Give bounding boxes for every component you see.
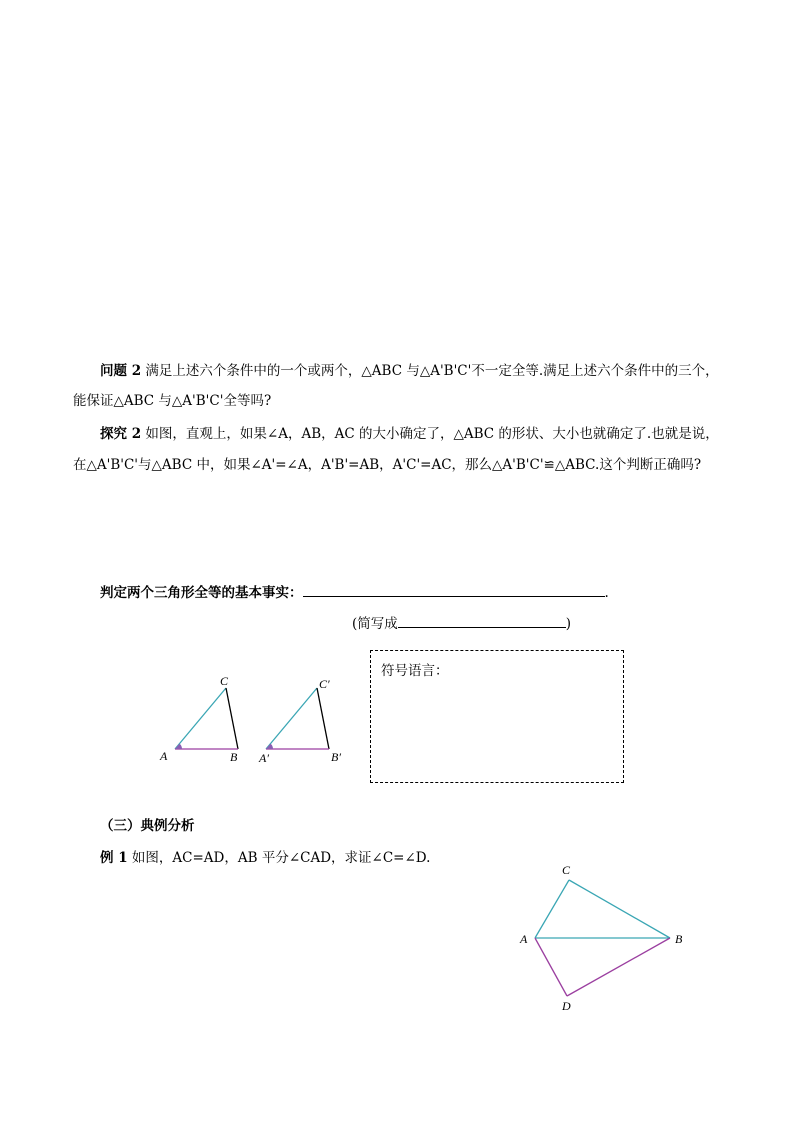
fact-label: 判定两个三角形全等的基本事实： <box>100 585 303 601</box>
explore2-line2 <box>73 453 701 473</box>
label-B2: B′ <box>331 750 341 764</box>
problem2-line2 <box>73 389 271 409</box>
label-A2: A′ <box>259 751 269 765</box>
label-A: A <box>160 749 168 763</box>
explore2-text-1: 如图，直观上，如果∠A，AB，AC 的大小确定了，△ABC 的形状、大小也就确定了.也就是说， <box>145 426 719 442</box>
problem2-text-2: 能保证△ABC 与△A'B'C'全等吗? <box>73 393 272 409</box>
example1-text: 如图，AC=AD，AB 平分∠CAD，求证∠C=∠D. <box>131 850 431 866</box>
label-B: B <box>675 932 683 946</box>
problem2-text-1: 满足上述六个条件中的一个或两个，△ABC 与△A'B'C'不一定全等.满足上述六个条件中的三个， <box>145 363 719 379</box>
segment-AD <box>535 938 567 996</box>
fact-line <box>100 581 609 601</box>
explore2-label: 探究 2 <box>100 426 142 442</box>
segment-C2B2 <box>317 688 329 749</box>
label-D: D <box>562 999 571 1013</box>
triangles-figure <box>150 670 360 770</box>
fact-short-close: ) <box>565 616 572 632</box>
segment-A2C2 <box>266 688 317 749</box>
example1-label: 例 1 <box>100 850 128 866</box>
segment-DB <box>567 938 670 996</box>
label-C2: C′ <box>319 677 330 691</box>
fact-blank[interactable] <box>303 584 605 597</box>
label-B: B <box>230 750 238 764</box>
explore2-line1 <box>100 422 719 442</box>
segment-CB <box>226 688 238 749</box>
example1-line <box>100 846 430 866</box>
fact-short-line <box>352 612 571 632</box>
symbol-language-box[interactable] <box>370 650 624 783</box>
fact-short-blank[interactable] <box>398 615 566 628</box>
explore2-text-2: 在△A'B'C'与△ABC 中，如果∠A'=∠A，A'B'=AB，A'C'=AC，那么△A'B'C'≌△ABC.这个判断正确吗? <box>73 457 702 473</box>
problem2-line1 <box>100 359 719 379</box>
segment-AC <box>535 880 569 938</box>
label-C: C <box>220 674 229 688</box>
problem2-label: 问题 2 <box>100 363 142 379</box>
fact-end: . <box>604 585 609 601</box>
label-C: C <box>562 863 571 877</box>
kite-figure <box>510 860 700 1020</box>
symbol-language-label: 符号语言： <box>381 663 449 679</box>
segment-AC <box>175 688 226 749</box>
fact-short-open: (简写成 <box>352 616 398 632</box>
segment-CB <box>569 880 670 938</box>
label-A: A <box>520 932 528 946</box>
section3-title: （三）典例分析 <box>100 818 195 834</box>
